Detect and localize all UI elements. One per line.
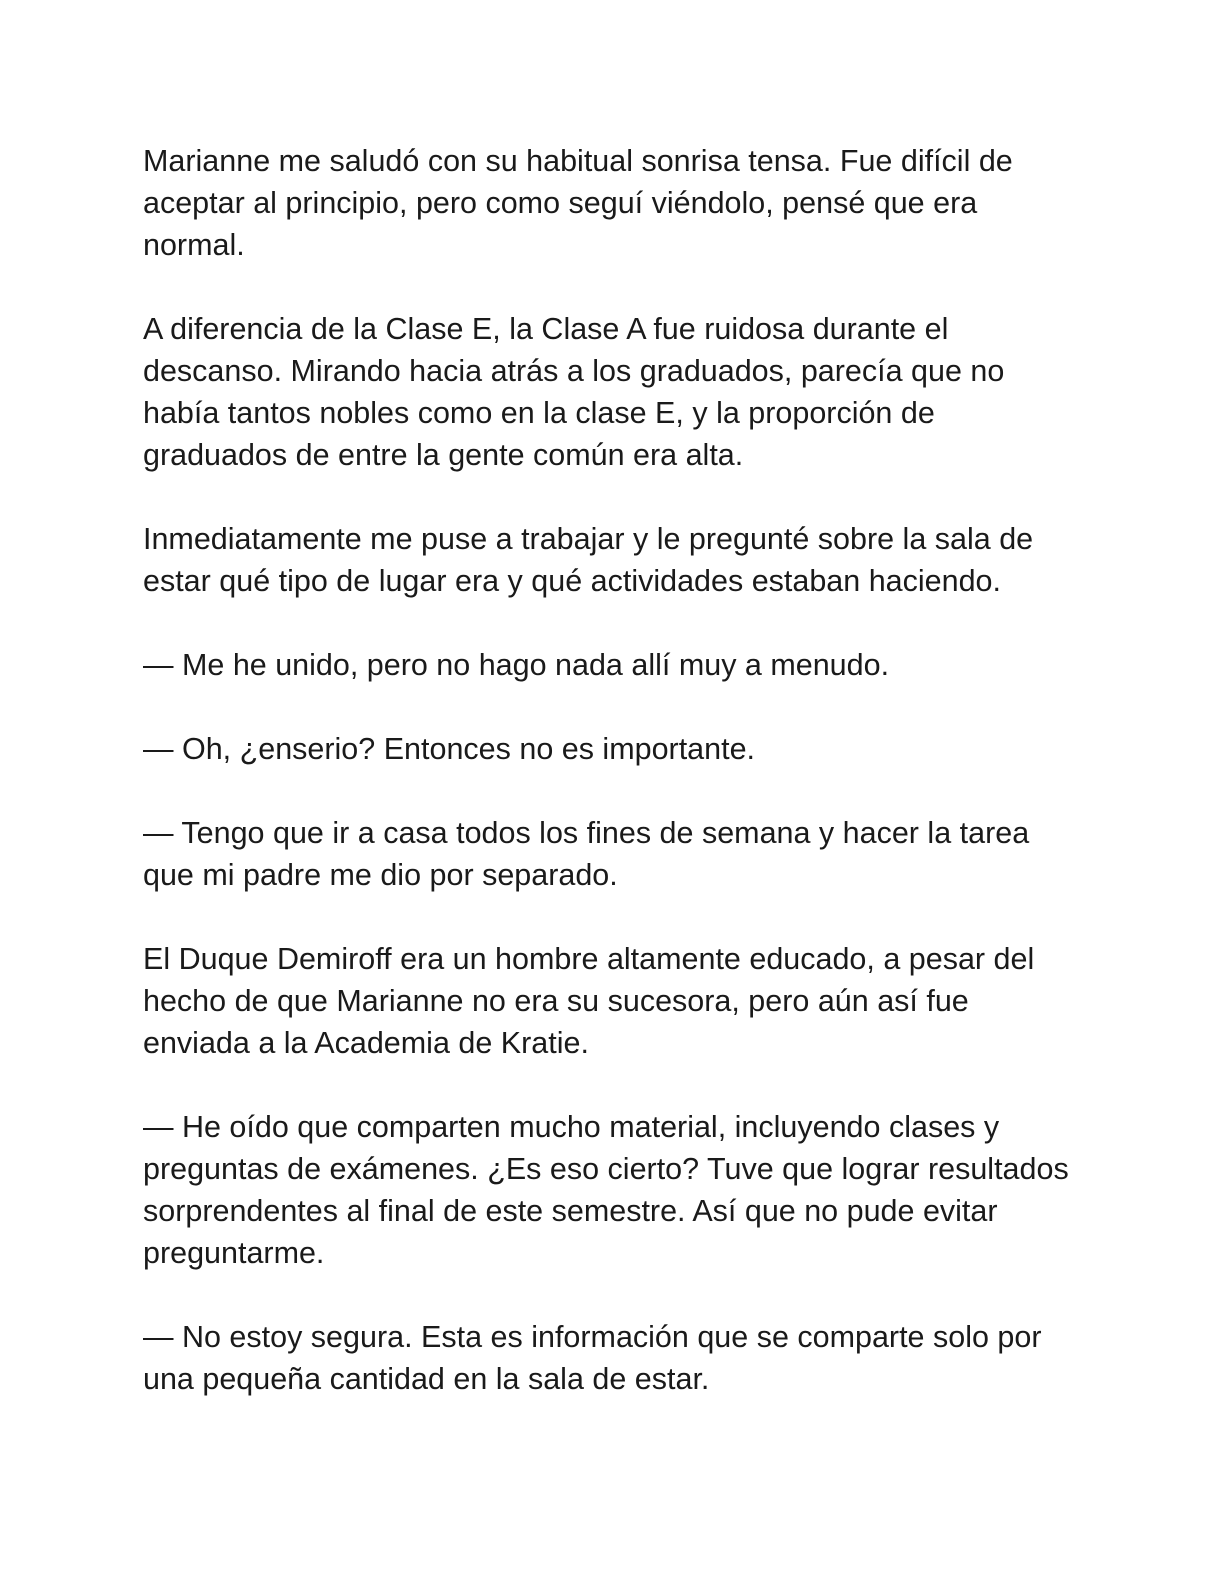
paragraph-1: Marianne me saludó con su habitual sonrisa tensa. Fue difícil de aceptar al principio, pero como seguí viéndolo, pensé que era normal. [143,144,1013,262]
dialogue-line-3: — Tengo que ir a casa todos los fines de semana y hacer la tarea que mi padre me dio por separado. [143,816,1030,892]
paragraph-4: El Duque Demiroff era un hombre altamente educado, a pesar del hecho de que Marianne no era su sucesora, pero aún así fue enviada a la Academia de Kratie. [143,942,1035,1060]
document-body [143,140,1083,1400]
dialogue-line-2: — Oh, ¿enserio? Entonces no es importante. [143,732,756,766]
paragraph-2: A diferencia de la Clase E, la Clase A fue ruidosa durante el descanso. Mirando hacia atrás a los graduados, parecía que no había tantos nobles como en la clase E, y la proporción de graduados de entre la gente común era alta. [143,312,1005,472]
paragraph-3: Inmediatamente me puse a trabajar y le pregunté sobre la sala de estar qué tipo de lugar era y qué actividades estaban haciendo. [143,522,1034,598]
dialogue-line-1: — Me he unido, pero no hago nada allí muy a menudo. [143,648,890,682]
dialogue-line-4: — He oído que comparten mucho material, incluyendo clases y preguntas de exámenes. ¿Es eso cierto? Tuve que lograr resultados sorprendentes al final de este semestre. Así que no pude evitar preguntarme. [143,1110,1069,1270]
dialogue-line-5: — No estoy segura. Esta es información que se comparte solo por una pequeña cantidad en la sala de estar. [143,1320,1042,1396]
